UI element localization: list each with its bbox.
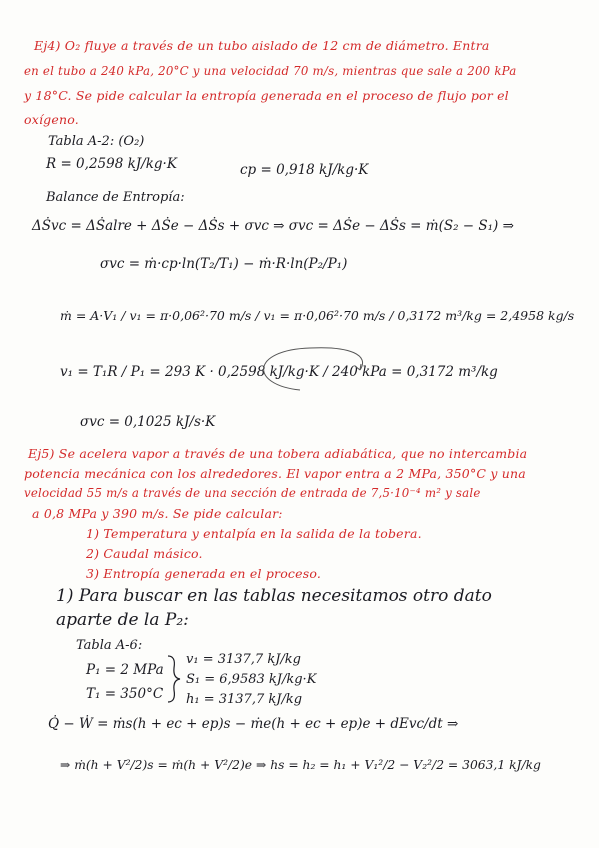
ex4-entropy-balance-eq: ΔṠvc = ΔṠalre + ΔṠe − ΔṠs + σvc ⇒ σvc = ΔṠe − ΔṠs = ṁ(S₂ − S₁) ⇒: [32, 218, 514, 234]
ex4-specific-heat: cp = 0,918 kJ/kg·K: [240, 162, 369, 178]
ex5-statement-line-1: Ej5) Se acelera vapor a través de una tobera adiabática, que no intercambia: [28, 446, 528, 461]
ex5-step1-line-1: 1) Para buscar en las tablas necesitamos otro dato: [56, 586, 492, 606]
ex4-mass-flow-eq: ṁ = A·V₁ / v₁ = π·0,06²·70 m/s / v₁ = π·0,06²·70 m/s / 0,3172 m³/kg = 2,4958 kg/s: [60, 308, 575, 323]
ex5-exit-enthalpy-eq: ⇒ ṁ(h + V²/2)s = ṁ(h + V²/2)e ⇒ hs = h₂ = h₁ + V₁²/2 − V₂²/2 = 3063,1 kJ/kg: [60, 758, 541, 772]
brace-icon: [166, 654, 182, 704]
ex5-question-1: 1) Temperatura y entalpía en la salida de la tobera.: [86, 526, 422, 541]
ex5-step1-line-2: aparte de la P₂:: [56, 610, 189, 630]
ex5-question-3: 3) Entropía generada en el proceso.: [86, 566, 322, 581]
ex4-balance-heading: Balance de Entropía:: [46, 190, 185, 205]
ex4-result: σvc = 0,1025 kJ/s·K: [80, 414, 216, 430]
ex4-generated-entropy-eq: σvc = ṁ·cp·ln(T₂/T₁) − ṁ·R·ln(P₂/P₁): [100, 256, 348, 272]
ex5-inlet-enthalpy: h₁ = 3137,7 kJ/kg: [186, 692, 303, 707]
ex5-energy-balance-eq: Q̇ − Ẇ = ṁs(h + ec + ep)s − ṁe(h + ec + ep)e + dEvc/dt ⇒: [48, 716, 459, 732]
ex5-statement-line-4: a 0,8 MPa y 390 m/s. Se pide calcular:: [32, 506, 283, 521]
ex5-inlet-entropy: S₁ = 6,9583 kJ/kg·K: [186, 672, 317, 687]
ex5-inlet-pressure: P₁ = 2 MPa: [86, 662, 164, 678]
ex5-inlet-specific-volume: v₁ = 3137,7 kJ/kg: [186, 652, 302, 667]
ex4-statement-line-1: Ej4) O₂ fluye a través de un tubo aislado de 12 cm de diámetro. Entra: [34, 38, 490, 53]
ex4-statement-line-3: y 18°C. Se pide calcular la entropía generada en el proceso de flujo por el: [24, 88, 509, 103]
ex4-specific-volume-eq: v₁ = T₁R / P₁ = 293 K · 0,2598 kJ/kg·K / 240 kPa = 0,3172 m³/kg: [60, 364, 498, 380]
link-arrow-icon: [230, 330, 390, 400]
ex5-question-2: 2) Caudal másico.: [86, 546, 203, 561]
ex5-inlet-temperature: T₁ = 350°C: [86, 686, 164, 702]
ex4-table-ref: Tabla A-2: (O₂): [48, 134, 145, 149]
ex4-gas-constant: R = 0,2598 kJ/kg·K: [46, 156, 177, 172]
ex4-statement-line-2: en el tubo a 240 kPa, 20°C y una velocidad 70 m/s, mientras que sale a 200 kPa: [24, 64, 517, 78]
ex5-statement-line-3: velocidad 55 m/s a través de una sección de entrada de 7,5·10⁻⁴ m² y sale: [24, 486, 481, 500]
ex5-table-ref: Tabla A-6:: [76, 638, 143, 653]
ex5-statement-line-2: potencia mecánica con los alrededores. El vapor entra a 2 MPa, 350°C y una: [24, 466, 526, 481]
ex4-statement-line-4: oxígeno.: [24, 112, 79, 127]
